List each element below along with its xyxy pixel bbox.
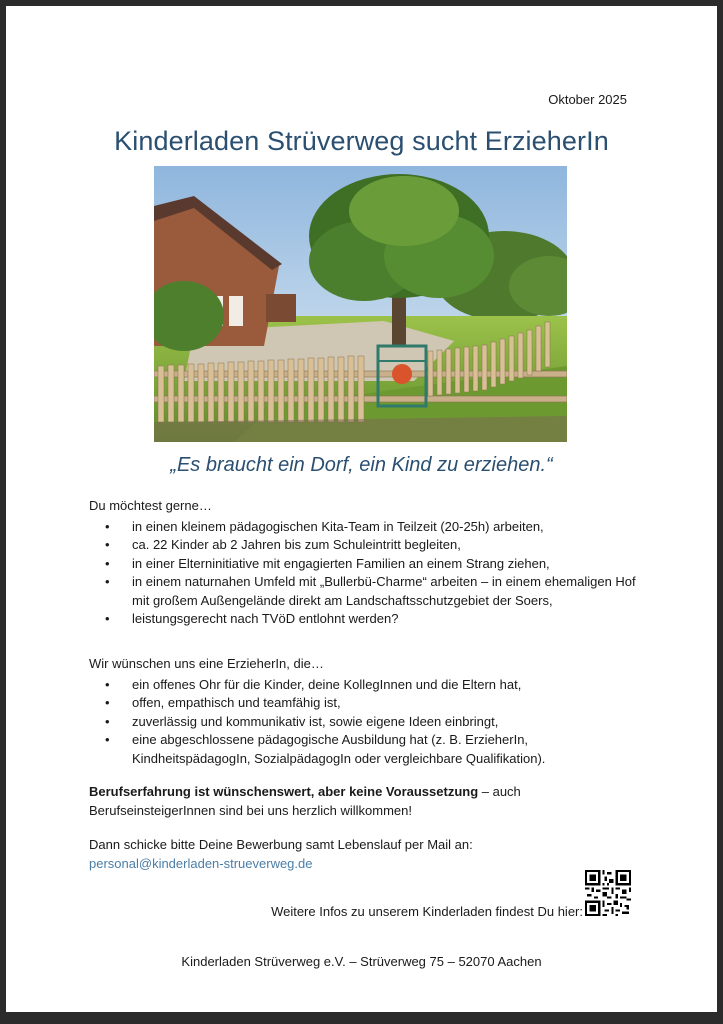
bullet-list [89, 518, 649, 629]
email-link[interactable]: personal@kinderladen-strueverweg.de [89, 855, 313, 871]
flyer-page [6, 6, 717, 1012]
bullet-list [89, 676, 649, 769]
list-item: • in einem naturnahen Umfeld mit „Bullerbü-Charme“ arbeiten – in einem ehemaligen Hof mit großem Außengelände direkt am Landschaftsschutzgebiet der Soers, [89, 573, 649, 610]
note-bold: Berufserfahrung ist wünschenswert, aber keine Voraussetzung [89, 784, 479, 799]
list-item: • eine abgeschlossene pädagogische Ausbildung hat (z. B. ErzieherIn, KindheitspädagogIn, SozialpädagogIn oder vergleichbare Qualifikation). [89, 731, 649, 768]
list-item: • in einen kleinem pädagogischen Kita-Team in Teilzeit (20-25h) arbeiten, [89, 518, 649, 537]
motto-quote: „Es braucht ein Dorf, ein Kind zu erziehen.“ [170, 454, 553, 476]
date: Oktober 2025 [548, 92, 627, 107]
note-rest: – auch BerufseinsteigerInnen sind bei uns herzlich willkommen! [89, 784, 521, 818]
section-intro: Wir wünschen uns eine ErzieherIn, die… [89, 656, 324, 671]
list-item: • ca. 22 Kinder ab 2 Jahren bis zum Schuleintritt begleiten, [89, 536, 649, 555]
experience-note [89, 783, 649, 820]
kinderladen-photo [154, 166, 567, 442]
list-item: • zuverlässig und kommunikativ ist, sowie eigene Ideen einbringt, [89, 713, 649, 732]
contact-section [89, 836, 649, 873]
list-item: • in einer Elterninitiative mit engagierten Familien an einem Strang ziehen, [89, 555, 649, 574]
page-title: Kinderladen Strüverweg sucht ErzieherIn [114, 126, 609, 156]
section-intro: Du möchtest gerne… [89, 498, 212, 513]
more-info-text: Weitere Infos zu unserem Kinderladen findest Du hier: [271, 904, 583, 919]
footer-address: Kinderladen Strüverweg e.V. – Strüverweg 75 – 52070 Aachen [181, 954, 542, 969]
list-item: • ein offenes Ohr für die Kinder, deine KollegInnen und die Eltern hat, [89, 676, 649, 695]
contact-text: Dann schicke bitte Deine Bewerbung samt Lebenslauf per Mail an: [89, 837, 473, 852]
section-wishes-candidate [89, 497, 649, 629]
qr-code[interactable] [585, 870, 631, 916]
section-requirements [89, 655, 649, 768]
list-item: • leistungsgerecht nach TVöD entlohnt werden? [89, 610, 649, 629]
list-item: • offen, empathisch und teamfähig ist, [89, 694, 649, 713]
